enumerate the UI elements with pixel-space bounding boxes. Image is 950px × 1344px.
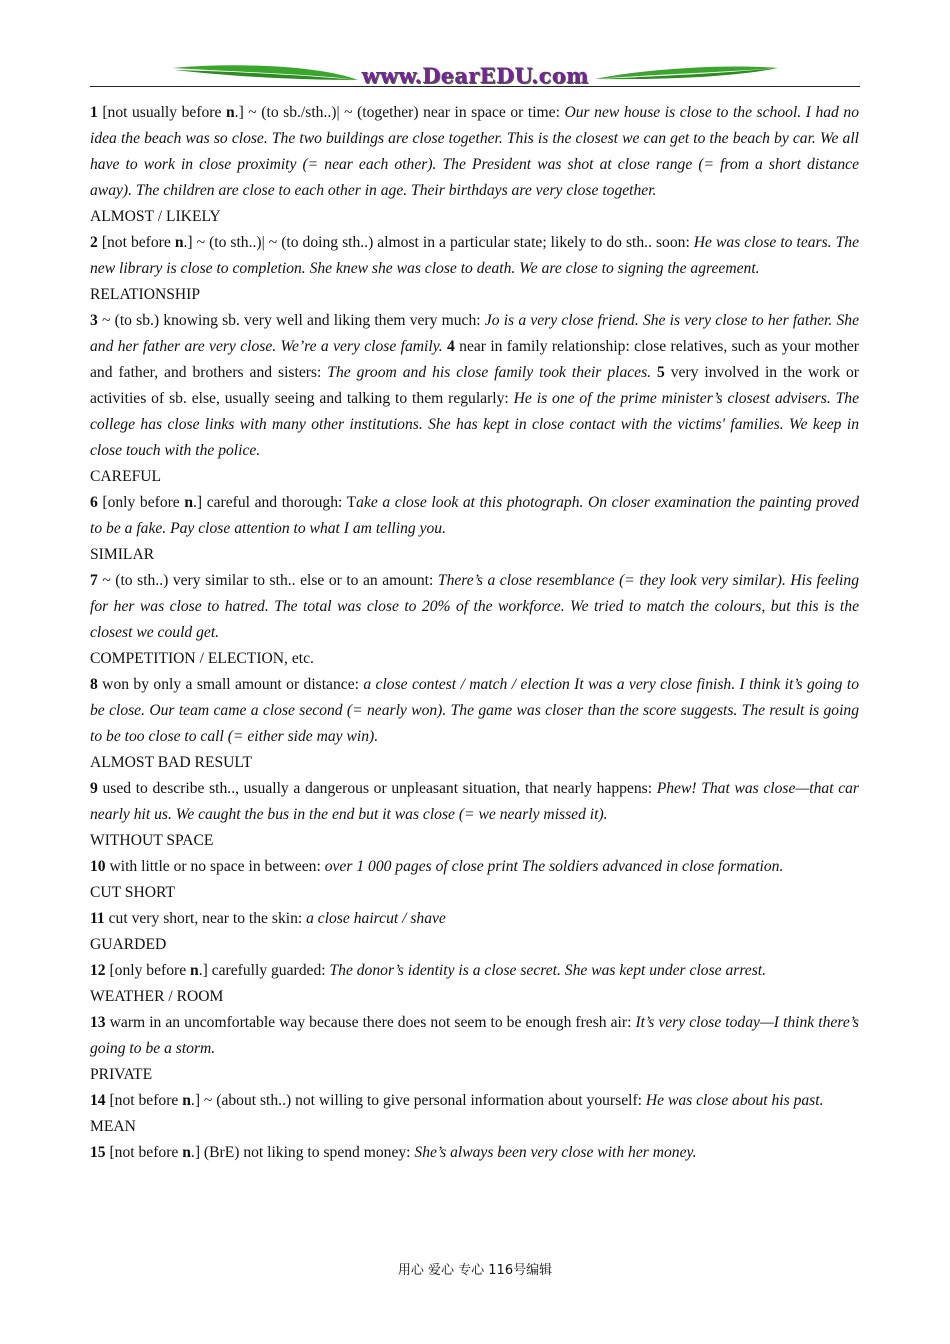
sense-1 [90,100,859,204]
sense-definition: ~ (to sth..) very similar to sth.. else or to an amount: [97,572,438,589]
sense-definition: .] ~ (about sth..) not willing to give personal information about yourself: [190,1092,646,1109]
sense-definition: [not usually before [97,104,226,121]
pos-label: n [174,234,184,251]
sense-number: 12 [90,962,106,979]
sense-number: 6 [90,494,98,511]
example-text: It’s very close today—I think there’s going to be a storm. [90,1014,859,1057]
example-text: She’s always been very close with her money. [414,1144,697,1161]
section-heading: WEATHER / ROOM [90,988,224,1005]
example-text: Our new house is close to the school. I had no idea the beach was so close. The two buildings are close together. This is the closest we can get to the beach by car. We all have to work in close proximity (= near each other). The President was shot at close range (= from a short distance away). The children are close to each other in age. Their birthdays are very close together. [90,104,859,199]
example-text: a close haircut / shave [306,910,446,927]
sense-definition: [not before [105,1092,183,1109]
sense-number: 9 [90,780,98,797]
sense-11 [90,906,859,932]
sense-number: 10 [90,858,106,875]
sense-number: 1 [90,104,98,121]
page-footer: 用心 爱心 专心 116号编辑 [397,1263,553,1278]
section-heading: SIMILAR [90,546,155,563]
sense-number: 14 [90,1092,106,1109]
sense-definition: .] ~ (to sth..)| ~ (to doing sth..) almost in a particular state; likely to do sth.. soon: [183,234,694,251]
sense-number: 3 [90,312,98,329]
sense-number: 15 [90,1144,106,1161]
section-heading: ALMOST BAD RESULT [90,754,253,771]
example-text: He is one of the prime minister’s closest advisers. The college has close links with many other institutions. She has kept in close contact with the victims' families. We keep in close touch with the police. [90,390,859,459]
sense-13 [90,1010,859,1062]
section-heading: PRIVATE [90,1066,153,1083]
site-url: www.DearEDU.com [361,63,589,88]
sense-number: 8 [90,676,98,693]
pos-label: n [182,1144,191,1161]
sense-definition: .] careful and thorough: T [193,494,357,511]
sense-definition: with little or no space in between: [105,858,325,875]
pos-label: n [225,104,235,121]
sense-definition: used to describe sth.., usually a dangerous or unpleasant situation, that nearly happens: [97,780,657,797]
pos-label: n [190,962,199,979]
section-heading: CUT SHORT [90,884,175,901]
sense-8 [90,672,859,750]
example-text: There’s a close resemblance (= they look very similar). His feeling for her was close to hatred. The total was close to 20% of the workforce. We tried to match the colours, but this is the closest we could get. [90,572,859,641]
sense-14 [90,1088,859,1114]
pos-label: n [184,494,194,511]
sense-number: 4 [447,338,455,355]
sense-7 [90,568,859,646]
section-heading: COMPETITION / ELECTION, etc. [90,650,314,667]
sense-definition: warm in an uncomfortable way because there does not seem to be enough fresh air: [105,1014,636,1031]
example-text: He was close about his past. [645,1092,824,1109]
sense-definition: .] ~ (to sb./sth..)| ~ (together) near in space or time: [234,104,565,121]
sense-definition: [not before [97,234,175,251]
example-text: Jo is a very close friend. She is very close to her father. She and her father are very close. We’re a very close family. [90,312,859,355]
section-heading: ALMOST / LIKELY [90,208,221,225]
sense-definition: near in family relationship: close relatives, such as your mother and father, and brothers and sisters: [90,338,859,381]
example-text: Phew! That was close—that car nearly hit us. We caught the bus in the end but it was close (= we nearly missed it). [90,780,859,823]
sense-15 [90,1140,859,1166]
sense-definition: cut very short, near to the skin: [104,910,307,927]
section-heading: MEAN [90,1118,136,1135]
section-heading: WITHOUT SPACE [90,832,214,849]
section-heading: GUARDED [90,936,167,953]
sense-number: 13 [90,1014,106,1031]
section-heading: RELATIONSHIP [90,286,201,303]
section-heading: CAREFUL [90,468,162,485]
sense-definition: [only before [105,962,191,979]
example-text: The groom and his close family took their places. [327,364,658,381]
dictionary-entries [90,100,859,1166]
sense-2 [90,230,859,282]
sense-10 [90,854,859,880]
sense-definition: .] carefully guarded: [198,962,330,979]
sense-definition: .] (BrE) not liking to spend money: [190,1144,415,1161]
example-text: He was close to tears. The new library is close to completion. She knew she was close to death. We are close to signing the agreement. [90,234,859,277]
sense-number: 2 [90,234,98,251]
header-rule [90,86,860,87]
pos-label: n [182,1092,191,1109]
sense-definition: ~ (to sb.) knowing sb. very well and liking them very much: [97,312,485,329]
sense-definition: [not before [105,1144,183,1161]
sense-definition: very involved in the work or activities of sb. else, usually seeing and talking to them regularly: [90,364,860,407]
sense-number: 11 [90,910,105,927]
example-text: The donor’s identity is a close secret. She was kept under close arrest. [329,962,767,979]
sense-number: 5 [657,364,665,381]
sense-6 [90,490,859,542]
sense-definition: won by only a small amount or distance: [97,676,364,693]
sense-3-5 [90,308,859,464]
sense-definition: [only before [97,494,185,511]
sense-number: 7 [90,572,98,589]
example-text: a close contest / match / election It was a very close finish. I think it’s going to be close. Our team came a close second (= nearly won). The game was closer than the score suggests. The result is going to be too close to call (= either side may win). [90,676,859,745]
sense-9 [90,776,859,828]
example-text: over 1 000 pages of close print The soldiers advanced in close formation. [324,858,784,875]
example-text: ake a close look at this photograph. On closer examination the painting proved to be a fake. Pay close attention to what I am telling you. [90,494,859,537]
sense-12 [90,958,859,984]
